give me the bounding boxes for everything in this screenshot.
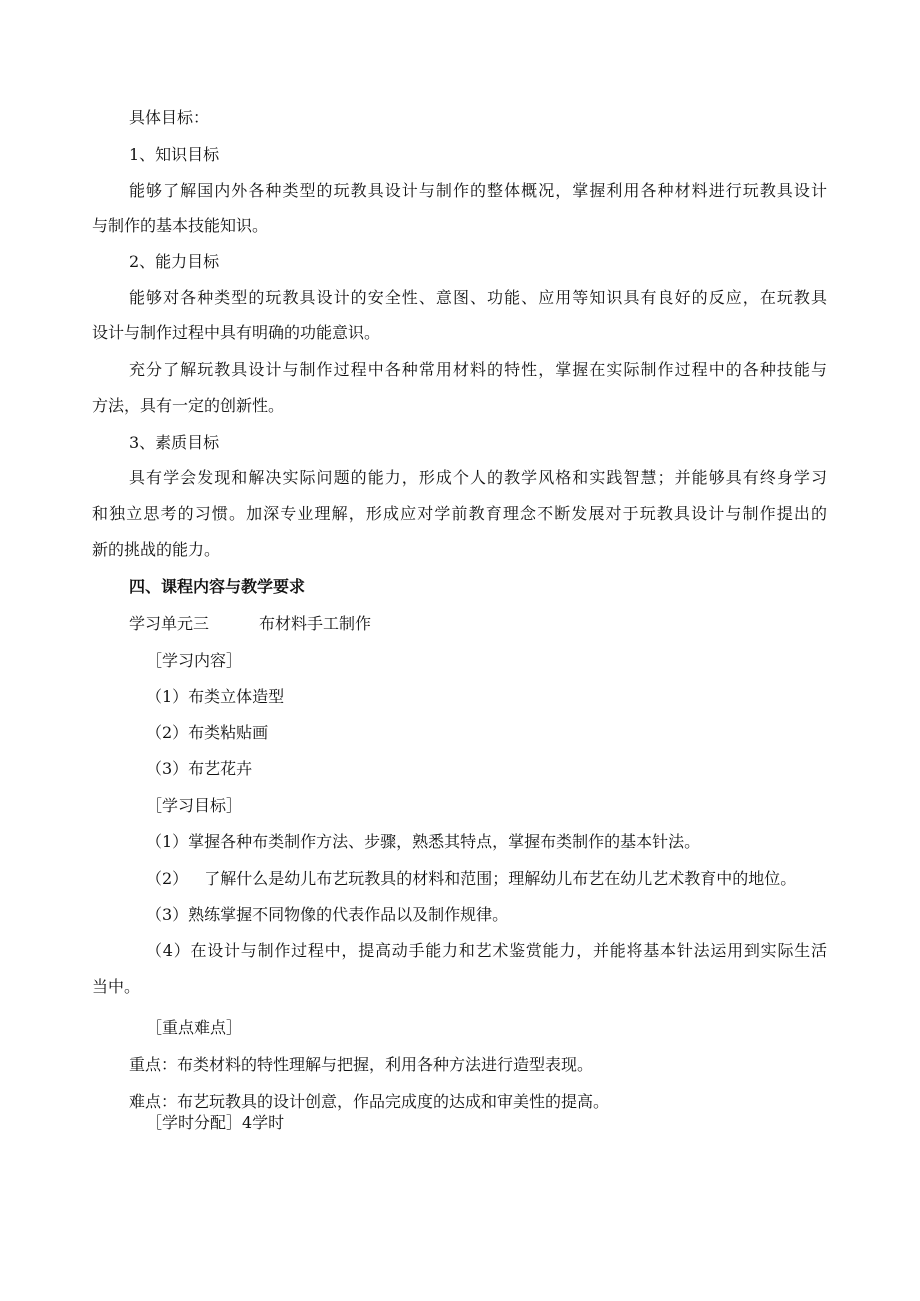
objectives-intro: 具体目标：: [129, 108, 210, 127]
goals-label: ［学习目标］: [146, 796, 243, 815]
knowledge-objective-text-line1: 能够了解国内外各种类型的玩教具设计与制作的整体概况，掌握利用各种材料进行玩教具设计: [129, 181, 827, 200]
goal-item-4-line2: 当中。: [92, 977, 141, 996]
quality-objective-text-line2: 和独立思考的习惯。加深专业理解，形成应对学前教育理念不断发展对于玩教具设计与制作提出的: [92, 504, 827, 523]
content-item: （3）布艺花卉: [146, 759, 253, 778]
goal-item-2-number: （2）: [146, 869, 189, 888]
ability-objective-text2-line1: 充分了解玩教具设计与制作过程中各种常用材料的特性，掌握在实际制作过程中的各种技能与: [129, 360, 827, 379]
content-item: （2）布类粘贴画: [146, 723, 269, 742]
hours-allocation: ［学时分配］4学时: [146, 1113, 285, 1132]
content-label: ［学习内容］: [146, 651, 243, 670]
goal-item-2-text: 了解什么是幼儿布艺玩教具的材料和范围；理解幼儿布艺在幼儿艺术教育中的地位。: [204, 869, 797, 888]
ability-objective-text-line2: 设计与制作过程中具有明确的功能意识。: [92, 323, 381, 342]
quality-objective-title: 3、素质目标: [129, 433, 220, 452]
key-point-text: 重点：布类材料的特性理解与把握，利用各种方法进行造型表现。: [129, 1055, 594, 1074]
unit-line: [129, 613, 371, 635]
quality-objective-text-line1: 具有学会发现和解决实际问题的能力，形成个人的教学风格和实践智慧；并能够具有终身学习: [129, 468, 827, 487]
unit-label: 学习单元三: [129, 614, 210, 633]
ability-objective-text-line1: 能够对各种类型的玩教具设计的安全性、意图、功能、应用等知识具有良好的反应，在玩教具: [129, 288, 827, 307]
goal-item-2: [146, 868, 796, 890]
knowledge-objective-text-line2: 与制作的基本技能知识。: [92, 216, 269, 235]
unit-title: 布材料手工制作: [259, 614, 372, 633]
key-points-label: ［重点难点］: [146, 1018, 243, 1037]
content-item: （1）布类立体造型: [146, 687, 285, 706]
goal-item-1: （1）掌握各种布类制作方法、步骤，熟悉其特点，掌握布类制作的基本针法。: [146, 832, 701, 851]
section-heading: 四、课程内容与教学要求: [129, 577, 306, 596]
ability-objective-title: 2、能力目标: [129, 252, 220, 271]
difficulty-text: 难点：布艺玩教具的设计创意，作品完成度的达成和审美性的提高。: [129, 1092, 610, 1111]
ability-objective-text2-line2: 方法，具有一定的创新性。: [92, 396, 285, 415]
goal-item-3: （3）熟练掌握不同物像的代表作品以及制作规律。: [146, 905, 509, 924]
knowledge-objective-title: 1、知识目标: [129, 145, 220, 164]
goal-item-4-line1: （4）在设计与制作过程中，提高动手能力和艺术鉴赏能力，并能将基本针法运用到实际生活: [146, 941, 827, 960]
quality-objective-text-line3: 新的挑战的能力。: [92, 540, 221, 559]
